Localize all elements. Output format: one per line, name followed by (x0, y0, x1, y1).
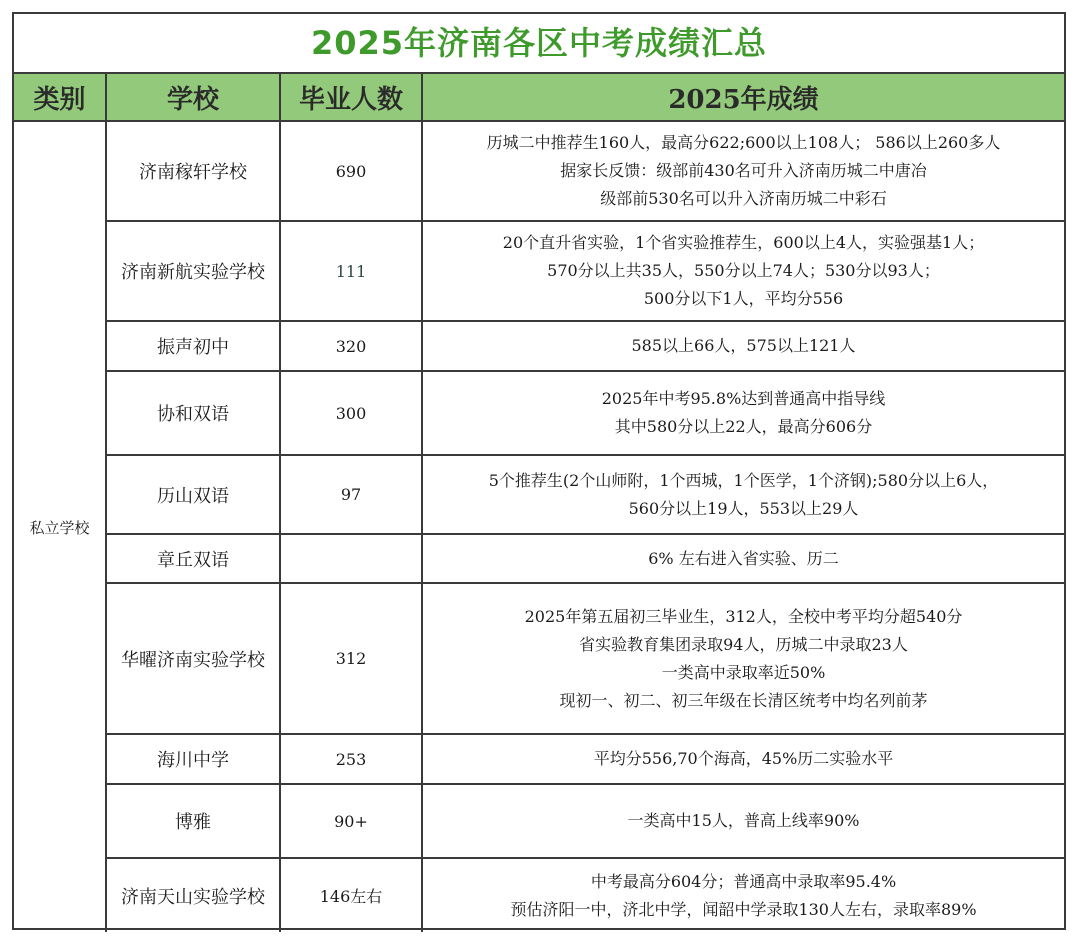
header-results: 2025年成绩 (422, 74, 1064, 121)
header-school: 学校 (106, 74, 280, 121)
graduate-count: 690 (280, 121, 422, 221)
result-line: 一类高中录取率近50% (661, 662, 826, 682)
graduate-count: 300 (280, 371, 422, 455)
graduate-count: 253 (280, 734, 422, 784)
result-line: 现初一、初二、初三年级在长清区统考中均名列前茅 (559, 690, 928, 710)
table-row (14, 858, 1064, 932)
result-cell (422, 455, 1064, 534)
result-line: 570分以上共35人，550分以上74人；530分以93人； (547, 261, 940, 280)
header-category: 类别 (14, 74, 106, 121)
result-cell (422, 121, 1064, 221)
table-row (14, 455, 1064, 534)
category-cell: 私立学校 (14, 121, 106, 932)
result-line: 历城二中推荐生160人，最高分622;600以上108人； 586以上260多人 (486, 133, 1001, 152)
graduate-count: 90+ (280, 784, 422, 858)
result-line: 5个推荐生(2个山师附，1个西城，1个医学，1个济钢);580分以上6人， (488, 470, 999, 490)
table-row (14, 734, 1064, 784)
result-line: 一类高中15人，普高上线率90% (627, 811, 860, 830)
result-cell (422, 371, 1064, 455)
page-title: 2025年济南各区中考成绩汇总 (14, 14, 1064, 74)
result-cell (422, 583, 1064, 734)
result-line: 20个直升省实验，1个省实验推荐生，600以上4人，实验强基1人； (502, 233, 985, 252)
result-line: 省实验教育集团录取94人，历城二中录取23人 (579, 634, 908, 654)
result-line: 级部前530名可以升入济南历城二中彩石 (600, 189, 887, 208)
graduate-count: 312 (280, 583, 422, 734)
result-line: 2025年中考95.8%达到普通高中指导线 (601, 389, 886, 408)
school-name: 济南稼轩学校 (106, 121, 280, 221)
table-row (14, 321, 1064, 371)
school-name: 济南新航实验学校 (106, 221, 280, 321)
graduate-count: 320 (280, 321, 422, 371)
result-line: 6% 左右进入省实验、历二 (648, 548, 839, 568)
header-graduates: 毕业人数 (280, 74, 422, 121)
table-row (14, 371, 1064, 455)
graduate-count: 146左右 (280, 858, 422, 932)
graduate-count: 97 (280, 455, 422, 534)
result-line: 中考最高分604分；普通高中录取率95.4% (590, 871, 897, 891)
school-name: 协和双语 (106, 371, 280, 455)
header-row (14, 74, 1064, 121)
table-row (14, 784, 1064, 858)
result-cell (422, 784, 1064, 858)
result-line: 560分以上19人，553以上29人 (628, 498, 859, 518)
result-line: 585以上66人，575以上121人 (631, 336, 856, 355)
result-cell (422, 534, 1064, 583)
result-line: 其中580分以上22人，最高分606分 (614, 417, 873, 436)
table-row (14, 221, 1064, 321)
result-cell (422, 734, 1064, 784)
score-summary-table (12, 12, 1066, 930)
table-row (14, 121, 1064, 221)
results-table (14, 74, 1064, 932)
school-name: 海川中学 (106, 734, 280, 784)
school-name: 历山双语 (106, 455, 280, 534)
result-cell (422, 321, 1064, 371)
result-cell (422, 221, 1064, 321)
school-name: 振声初中 (106, 321, 280, 371)
result-line: 据家长反馈：级部前430名可升入济南历城二中唐冶 (560, 161, 927, 180)
graduate-count: 111 (280, 221, 422, 321)
result-line: 500分以下1人，平均分556 (643, 289, 844, 308)
school-name: 济南天山实验学校 (106, 858, 280, 932)
school-name: 博雅 (106, 784, 280, 858)
result-cell (422, 858, 1064, 932)
table-row (14, 534, 1064, 583)
result-line: 平均分556,70个海高，45%历二实验水平 (593, 749, 894, 768)
school-name: 华曜济南实验学校 (106, 583, 280, 734)
result-line: 2025年第五届初三毕业生，312人，全校中考平均分超540分 (524, 606, 963, 626)
result-line: 预估济阳一中，济北中学，闻韶中学录取130人左右，录取率89% (510, 899, 977, 919)
graduate-count (280, 534, 422, 583)
school-name: 章丘双语 (106, 534, 280, 583)
table-row (14, 583, 1064, 734)
